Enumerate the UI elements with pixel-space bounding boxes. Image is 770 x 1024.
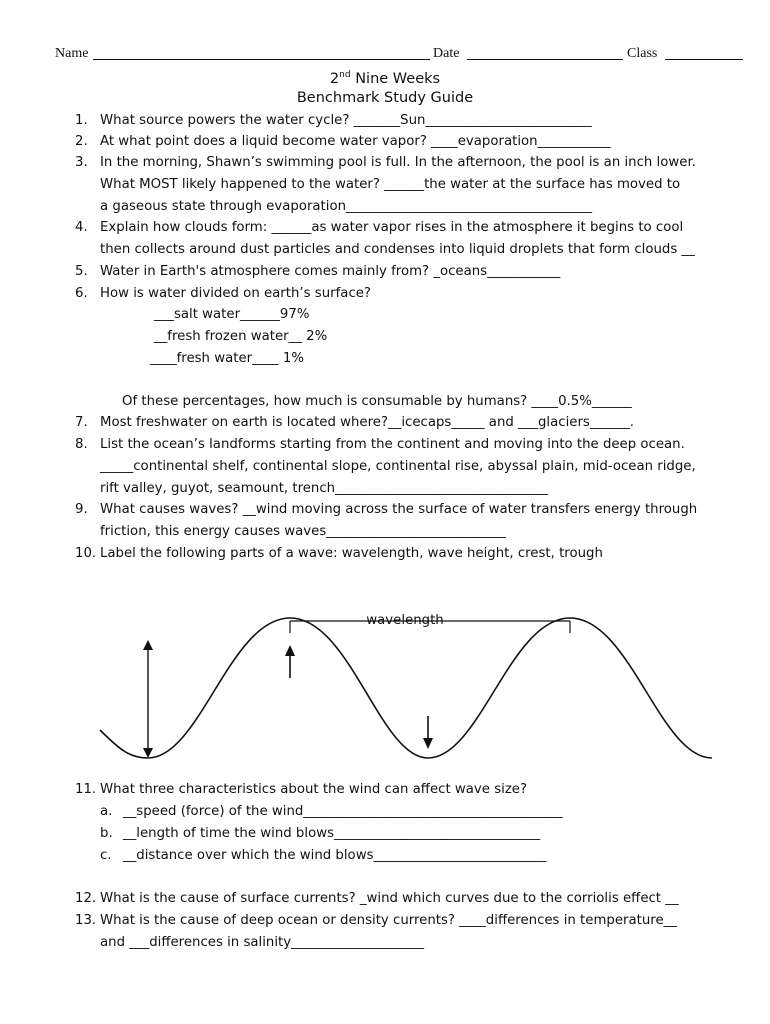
- name-label: Name: [55, 46, 89, 61]
- date-label: Date: [433, 46, 460, 61]
- question-number: 12.: [75, 891, 97, 906]
- water-division-frozen: __fresh frozen water__ 2%: [154, 329, 328, 344]
- question-text: What is the cause of surface currents? _wind which curves due to the corriolis effect __: [100, 891, 679, 906]
- title-superscript: nd: [339, 70, 351, 80]
- question-number: 6.: [75, 286, 88, 301]
- question-number: 9.: [75, 502, 88, 517]
- question-13-line-2: and ___differences in salinity____________________: [100, 935, 425, 950]
- question-number: 7.: [75, 415, 88, 430]
- wave-diagram: [0, 600, 770, 780]
- question-text: At what point does a liquid become water vapor? ____evaporation___________: [100, 134, 611, 149]
- page-title-line1: [0, 65, 770, 90]
- title-number: 2: [329, 70, 340, 87]
- question-8-line-3: rift valley, guyot, seamount, trench________________________________: [100, 481, 548, 496]
- question-number: 5.: [75, 264, 88, 279]
- water-division-salt: ___salt water______97%: [154, 307, 310, 322]
- question-9-line-2: friction, this energy causes waves___________________________: [100, 524, 506, 539]
- name-field[interactable]: [93, 44, 430, 60]
- consumable-question: Of these percentages, how much is consumable by humans? ____0.5%______: [122, 394, 632, 409]
- answer-a: __speed (force) of the wind_______________________________________: [123, 804, 563, 819]
- answer-b: __length of time the wind blows_______________________________: [123, 826, 541, 841]
- answer-a-marker: a.: [100, 804, 113, 819]
- question-text: List the ocean’s landforms starting from the continent and moving into the deep ocean.: [100, 437, 685, 452]
- wave-curve: [100, 618, 712, 758]
- answer-b-marker: b.: [100, 826, 113, 841]
- question-number: 4.: [75, 220, 88, 235]
- question-3-line-2: What MOST likely happened to the water? ______the water at the surface has moved to: [100, 177, 681, 192]
- question-text: What source powers the water cycle? _______Sun_________________________: [100, 113, 592, 128]
- date-field[interactable]: [467, 44, 623, 60]
- wave-height-arrow: [143, 640, 153, 758]
- page-title-line2: Benchmark Study Guide: [296, 90, 474, 106]
- header-line: [55, 44, 745, 66]
- question-text: Most freshwater on earth is located where?__icecaps_____ and ___glaciers______.: [100, 415, 634, 430]
- question-text: Label the following parts of a wave: wavelength, wave height, crest, trough: [100, 546, 603, 561]
- question-number: 13.: [75, 913, 97, 928]
- question-text: In the morning, Shawn’s swimming pool is full. In the afternoon, the pool is an inch lower.: [100, 155, 696, 170]
- question-number: 1.: [75, 113, 88, 128]
- question-text: How is water divided on earth’s surface?: [100, 286, 371, 301]
- question-number: 3.: [75, 155, 88, 170]
- question-number: 11.: [75, 782, 97, 797]
- question-3-line-3: a gaseous state through evaporation_____________________________________: [100, 199, 593, 214]
- title-rest: Nine Weeks: [355, 70, 441, 87]
- question-number: 2.: [75, 134, 88, 149]
- question-4-line-2: then collects around dust particles and condenses into liquid droplets that form clouds __: [100, 242, 695, 257]
- question-text: What causes waves? __wind moving across the surface of water transfers energy through: [100, 502, 698, 517]
- water-division-fresh: ____fresh water____ 1%: [150, 351, 305, 366]
- trough-arrow: [423, 716, 433, 749]
- answer-c-marker: c.: [100, 848, 112, 863]
- question-text: What three characteristics about the wind can affect wave size?: [100, 782, 528, 797]
- crest-arrow: [285, 645, 295, 678]
- wavelength-label: wavelength: [366, 613, 444, 628]
- class-label: Class: [627, 46, 658, 61]
- class-field[interactable]: [665, 44, 743, 60]
- question-text: Explain how clouds form: ______as water vapor rises in the atmosphere it begins to cool: [100, 220, 684, 235]
- question-text: Water in Earth's atmosphere comes mainly from? _oceans___________: [100, 264, 561, 279]
- answer-c: __distance over which the wind blows__________________________: [123, 848, 547, 863]
- question-number: 8.: [75, 437, 88, 452]
- question-number: 10.: [75, 546, 97, 561]
- question-8-line-2: _____continental shelf, continental slope, continental rise, abyssal plain, mid-ocean ridge,: [100, 459, 696, 474]
- question-text: What is the cause of deep ocean or density currents? ____differences in temperature__: [100, 913, 677, 928]
